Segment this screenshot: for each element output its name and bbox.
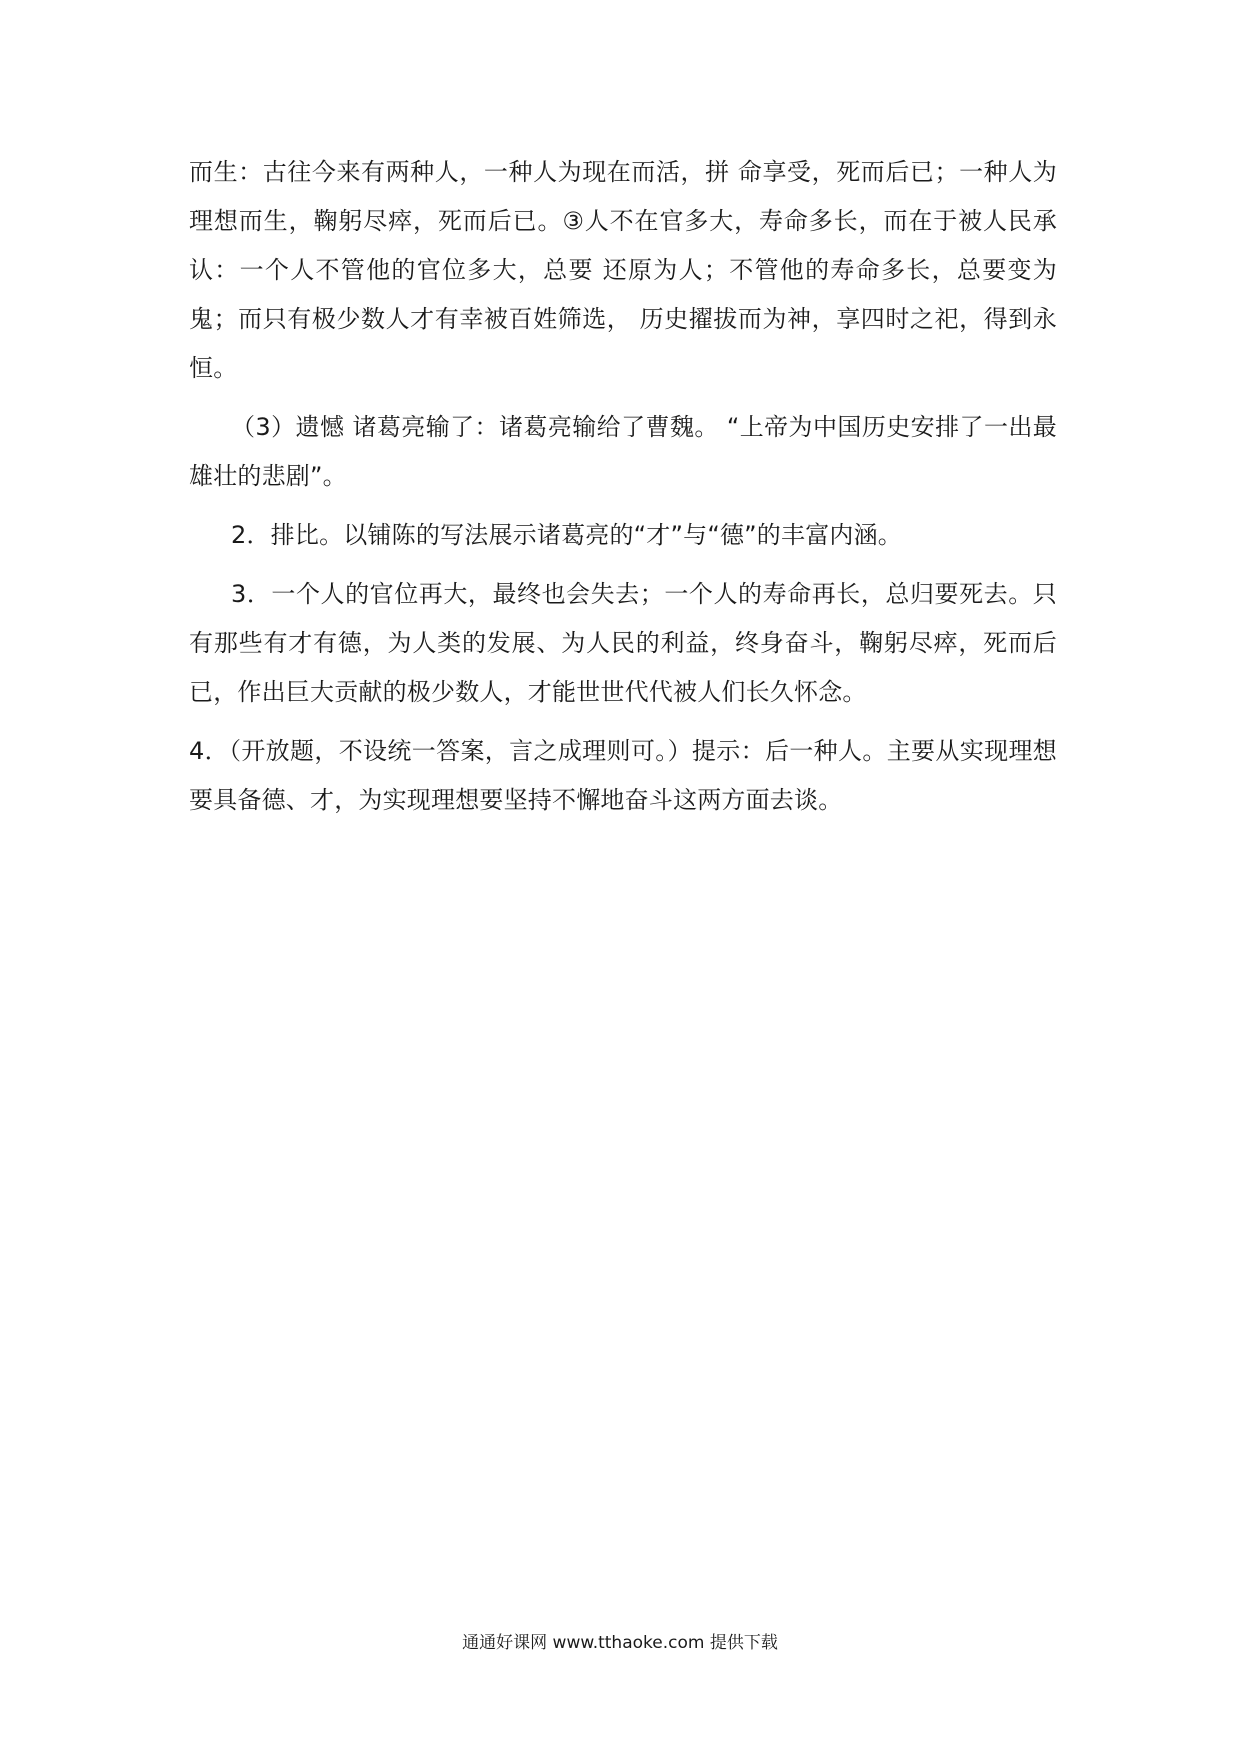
document-body <box>189 148 1057 825</box>
paragraph-answer-2: 2．排比。以铺陈的写法展示诸葛亮的“才”与“德”的丰富内涵。 <box>231 521 903 549</box>
paragraph-answer-4: 4．（开放题，不设统一答案，言之成理则可。）提示：后一种人。主要从实现理想要具备德、才，为实现理想要坚持不懈地奋斗这两方面去谈。 <box>189 737 1057 814</box>
paragraph-answer-3-regret: （3）遗憾 诸葛亮输了：诸葛亮输给了曹魏。 “上帝为中国历史安排了一出最雄壮的悲剧”。 <box>189 413 1057 490</box>
page-footer: 通通好课网 www.tthaoke.com 提供下载 <box>462 1633 778 1653</box>
paragraph-continuation: 而生：古往今来有两种人，一种人为现在而活，拼 命享受，死而后已；一种人为理想而生，鞠躬尽瘁，死而后已。③人不在官多大，寿命多长，而在于被人民承认：一个人不管他的官位多大，总要 还原为人；不管他的寿命多长，总要变为鬼；而只有极少数人才有幸被百姓筛选， 历史擢拔而为神，享四时之祀，得到永恒。 <box>189 158 1057 382</box>
paragraph-answer-3: 3．一个人的官位再大，最终也会失去；一个人的寿命再长，总归要死去。只有那些有才有德，为人类的发展、为人民的利益，终身奋斗，鞠躬尽瘁，死而后已，作出巨大贡献的极少数人，才能世世代代被人们长久怀念。 <box>189 580 1057 706</box>
